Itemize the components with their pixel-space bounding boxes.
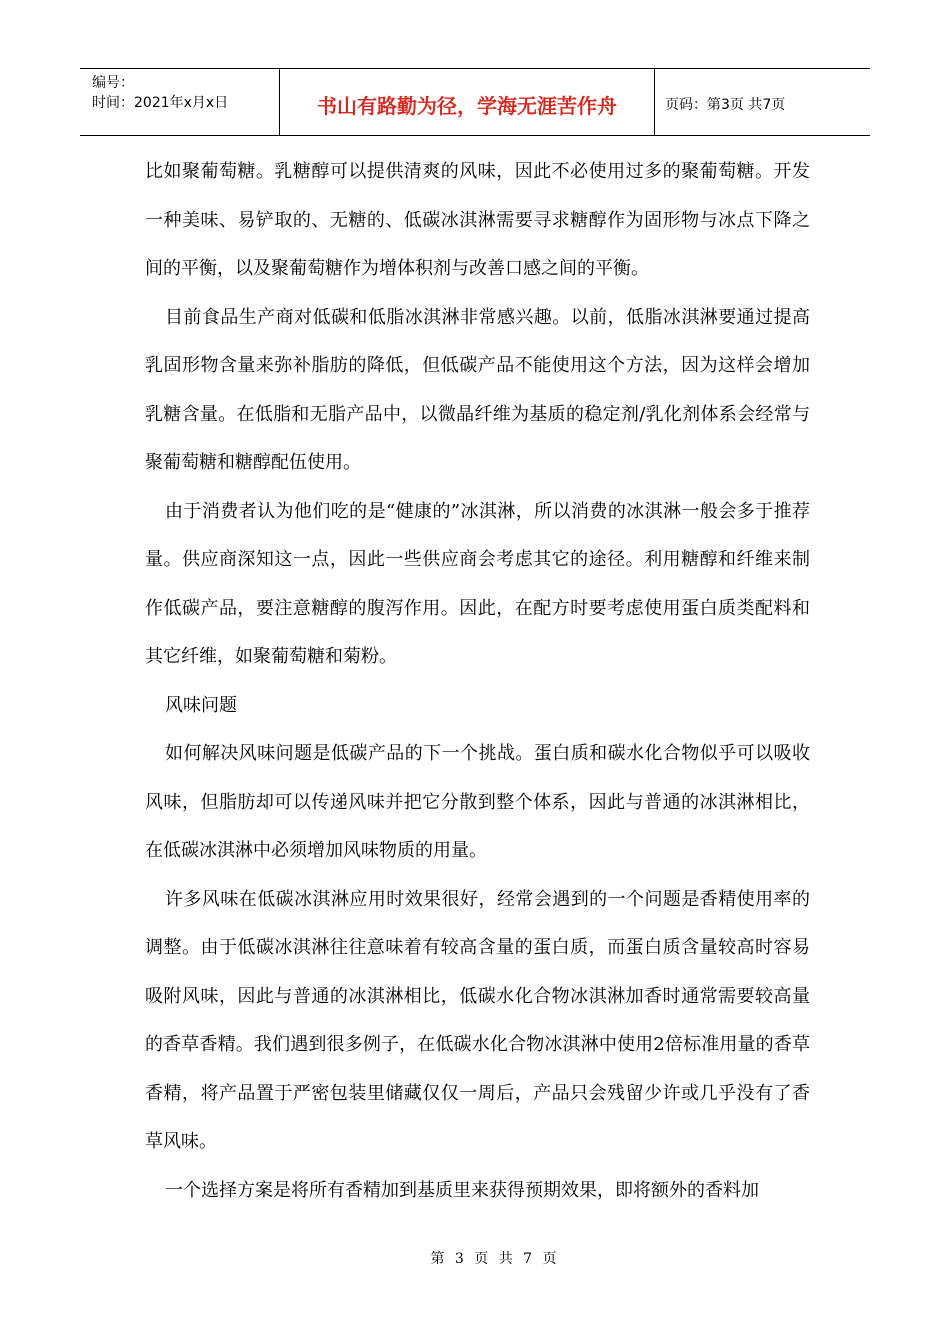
header-motto: 书山有路勤为径，学海无涯苦作舟 xyxy=(280,69,655,135)
paragraph: 目前食品生产商对低碳和低脂冰淇淋非常感兴趣。以前，低脂冰淇淋要通过提高乳固形物含量来弥补脂肪的降低，但低碳产品不能使用这个方法，因为这样会增加乳糖含量。在低脂和无脂产品中，以微晶纤维为基质的稳定剂/乳化剂体系会经常与聚葡萄糖和糖醇配伍使用。 xyxy=(145,306,810,473)
paragraph: 由于消费者认为他们吃的是“健康的”冰淇淋，所以消费的冰淇淋一般会多于推荐量。供应商深知这一点，因此一些供应商会考虑其它的途径。利用糖醇和纤维来制作低碳产品，要注意糖醇的腹泻作用。因此，在配方时要考虑使用蛋白质类配料和其它纤维，如聚葡萄糖和菊粉。 xyxy=(145,500,810,667)
section-heading: 风味问题 xyxy=(165,694,237,716)
time-label: 时间：2021年x月x日 xyxy=(92,95,229,111)
paragraph: 如何解决风味问题是低碳产品的下一个挑战。蛋白质和碳水化合物似乎可以吸收风味，但脂肪却可以传递风味并把它分散到整个体系，因此与普通的冰淇淋相比，在低碳冰淇淋中必须增加风味物质的用量。 xyxy=(145,743,810,861)
page-footer: 第 3 页 共 7 页 xyxy=(430,1251,560,1267)
page-header xyxy=(80,68,870,136)
number-label: 编号： xyxy=(92,75,134,91)
paragraph: 一个选择方案是将所有香精加到基质里来获得预期效果，即将额外的香料加 xyxy=(165,1179,759,1201)
header-page-info: 页码：第3页 共7页 xyxy=(665,97,786,113)
paragraph: 许多风味在低碳冰淇淋应用时效果很好，经常会遇到的一个问题是香精使用率的调整。由于低碳冰淇淋往往意味着有较高含量的蛋白质，而蛋白质含量较高时容易吸附风味，因此与普通的冰淇淋相比，低碳水化合物冰淇淋加香时通常需要较高量的香草香精。我们遇到很多例子，在低碳水化合物冰淇淋中使用2倍标准用量的香草香精，将产品置于严密包装里储藏仅仅一周后，产品只会残留少许或几乎没有了香草风味。 xyxy=(145,888,810,1152)
header-meta xyxy=(80,69,280,135)
paragraph: 比如聚葡萄糖。乳糖醇可以提供清爽的风味，因此不必使用过多的聚葡萄糖。开发一种美味、易铲取的、无糖的、低碳冰淇淋需要寻求糖醇作为固形物与冰点下降之间的平衡，以及聚葡萄糖作为增体积剂与改善口感之间的平衡。 xyxy=(145,161,810,279)
document-body xyxy=(145,148,810,1215)
